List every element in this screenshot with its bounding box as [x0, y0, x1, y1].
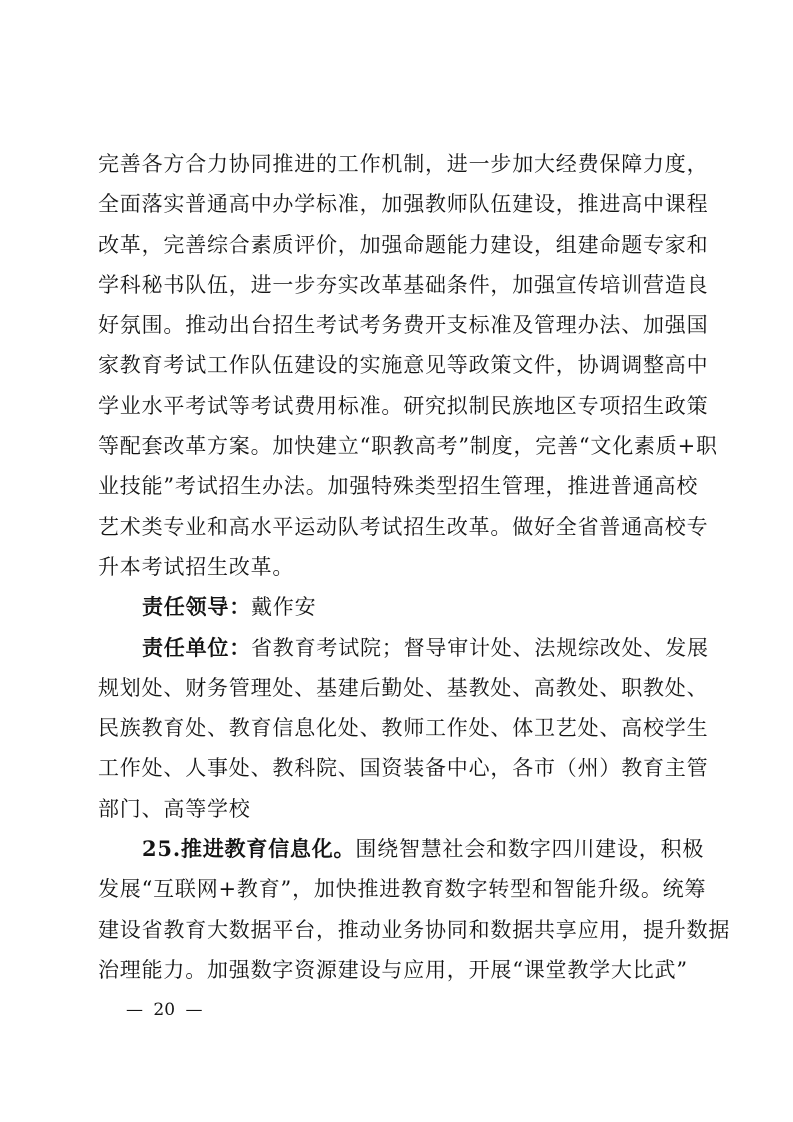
item-25-text-line: 治理能力。加强数字资源建设与应用，开展“课堂教学大比武” [98, 957, 688, 982]
page-number: — 20 — [126, 1000, 203, 1020]
body-text-line: 升本考试招生改革。 [98, 554, 295, 579]
body-text-line: 业技能”考试招生办法。加强特殊类型招生管理，推进普通高校 [98, 474, 699, 499]
responsible-units-line: 民族教育处、教育信息化处、教师工作处、体卫艺处、高校学生 [98, 716, 709, 741]
page-body [98, 144, 731, 990]
body-text-line: 好氛围。推动出台招生考试考务费开支标准及管理办法、加强国 [98, 313, 709, 338]
responsible-units-line [98, 628, 710, 668]
responsible-units-first-line: 省教育考试院；督导审计处、法规综改处、发展 [251, 635, 709, 660]
item-25-text-line: 建设省教育大数据平台，推动业务协同和数据共享应用，提升数据 [98, 917, 731, 942]
responsible-units-label: 责任单位： [142, 634, 251, 660]
item-25-heading: 25.推进教育信息化。 [142, 836, 356, 862]
body-text-line: 艺术类专业和高水平运动队考试招生改革。做好全省普通高校专 [98, 514, 709, 539]
responsible-leader-value: 戴作安 [251, 595, 317, 620]
body-text-line: 等配套改革方案。加快建立“职教高考”制度，完善“文化素质+职 [98, 434, 718, 459]
body-text-line: 学业水平考试等考试费用标准。研究拟制民族地区专项招生政策 [98, 393, 709, 418]
responsible-units-line: 工作处、人事处、教科院、国资装备中心，各市（州）教育主管 [98, 756, 709, 781]
responsible-leader-label: 责任领导： [142, 594, 251, 620]
body-text-line: 改革，完善综合素质评价，加强命题能力建设，组建命题专家和 [98, 232, 709, 257]
item-25-first-line-text: 围绕智慧社会和数字四川建设，积极 [355, 837, 705, 862]
responsible-units-line: 规划处、财务管理处、基建后勤处、基教处、高教处、职教处、 [98, 675, 709, 700]
body-text-line: 学科秘书队伍，进一步夯实改革基础条件，加强宣传培训营造良 [98, 272, 709, 297]
item-25-text-line: 发展“互联网+教育”，加快推进教育数字转型和智能升级。统筹 [98, 877, 707, 902]
body-text-line: 完善各方合力协同推进的工作机制，进一步加大经费保障力度， [98, 152, 709, 176]
responsible-units-line: 部门、高等学校 [98, 796, 251, 821]
body-text-line: 家教育考试工作队伍建设的实施意见等政策文件，协调调整高中 [98, 353, 709, 378]
responsible-leader-line [98, 587, 710, 627]
item-25-first-line [98, 829, 710, 869]
body-text-line: 全面落实普通高中办学标准，加强教师队伍建设，推进高中课程 [98, 192, 709, 217]
